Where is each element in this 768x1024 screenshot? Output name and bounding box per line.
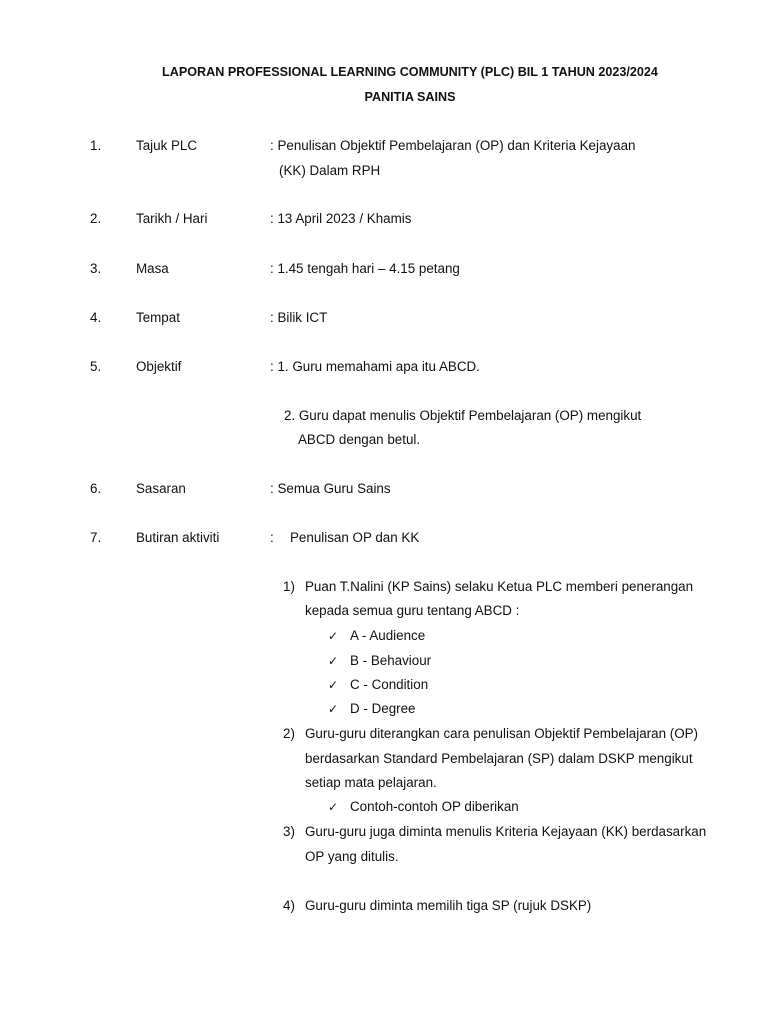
item-number: 6. <box>90 481 102 496</box>
checkmark-icon: ✓ <box>328 654 339 668</box>
report-subtitle: PANITIA SAINS <box>364 90 456 104</box>
checkmark-icon: ✓ <box>328 702 339 716</box>
activity-text: Puan T.Nalini (KP Sains) selaku Ketua PLC memberi penerangan <box>305 579 694 594</box>
activity-text: Guru-guru juga diminta menulis Kriteria Kejayaan (KK) berdasarkan <box>305 824 707 839</box>
activity-text: Guru-guru diterangkan cara penulisan Objektif Pembelajaran (OP) <box>305 726 698 741</box>
activity-number: 3) <box>283 824 295 839</box>
activity-number: 2) <box>283 726 295 741</box>
activity-number: 1) <box>283 579 295 594</box>
item-value-continued: (KK) Dalam RPH <box>279 163 381 178</box>
item-label: Butiran aktiviti <box>136 530 220 545</box>
check-item: D - Degree <box>350 701 416 716</box>
activity-text: setiap mata pelajaran. <box>305 775 437 790</box>
activity-text: berdasarkan Standard Pembelajaran (SP) dalam DSKP mengikut <box>305 751 693 766</box>
check-item: A - Audience <box>350 628 426 643</box>
item-label: Tajuk PLC <box>136 138 198 153</box>
item-value: Penulisan OP dan KK <box>290 530 420 545</box>
item-number: 2. <box>90 211 102 226</box>
item-label: Masa <box>136 261 169 276</box>
check-item: Contoh-contoh OP diberikan <box>350 799 519 814</box>
item-value: : 1.45 tengah hari – 4.15 petang <box>270 261 460 276</box>
item-number: 5. <box>90 359 102 374</box>
objective-1: : 1. Guru memahami apa itu ABCD. <box>270 359 480 374</box>
activity-text: OP yang ditulis. <box>305 849 399 864</box>
check-item: C - Condition <box>350 677 429 692</box>
activity-text: kepada semua guru tentang ABCD : <box>305 603 520 618</box>
checkmark-icon: ✓ <box>328 629 339 643</box>
item-value: : Bilik ICT <box>270 310 328 325</box>
objective-2-continued: ABCD dengan betul. <box>298 432 421 447</box>
item-label: Tempat <box>136 310 180 325</box>
activity-text: Guru-guru diminta memilih tiga SP (rujuk DSKP) <box>305 898 592 913</box>
item-colon: : <box>270 530 274 545</box>
check-item: B - Behaviour <box>350 653 432 668</box>
item-number: 3. <box>90 261 102 276</box>
report-title: LAPORAN PROFESSIONAL LEARNING COMMUNITY (PLC) BIL 1 TAHUN 2023/2024 <box>162 65 658 79</box>
checkmark-icon: ✓ <box>328 678 339 692</box>
item-label: Sasaran <box>136 481 186 496</box>
item-number: 7. <box>90 530 102 545</box>
checkmark-icon: ✓ <box>328 800 339 814</box>
objective-2: 2. Guru dapat menulis Objektif Pembelajaran (OP) mengikut <box>284 408 642 423</box>
item-number: 4. <box>90 310 102 325</box>
item-value: : 13 April 2023 / Khamis <box>270 211 412 226</box>
item-label: Objektif <box>136 359 182 374</box>
item-number: 1. <box>90 138 102 153</box>
item-label: Tarikh / Hari <box>136 211 208 226</box>
item-value: : Penulisan Objektif Pembelajaran (OP) dan Kriteria Kejayaan <box>270 138 636 153</box>
activity-number: 4) <box>283 898 295 913</box>
item-value: : Semua Guru Sains <box>270 481 391 496</box>
